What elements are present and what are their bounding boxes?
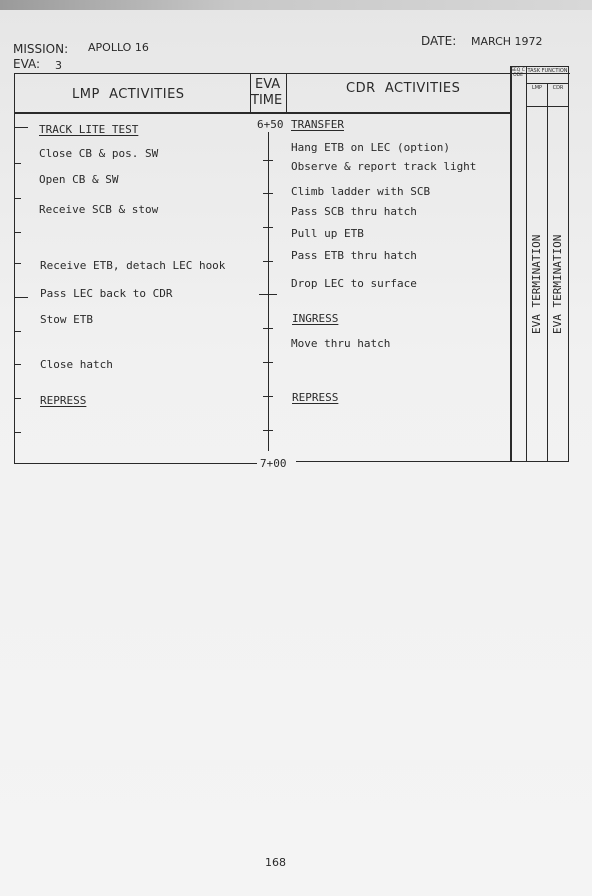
lmp-activity: Open CB & SW — [39, 173, 119, 186]
seq-code-header: SEQ CODE — [511, 68, 525, 78]
lmp-task-function-label: EVA TERMINATION — [530, 234, 543, 334]
task-lmp-header: LMP — [531, 85, 543, 91]
time-start: 6+50 — [257, 118, 284, 131]
lmp-tick — [14, 198, 21, 199]
lmp-activity: Receive ETB, detach LEC hook — [40, 259, 226, 272]
cdr-section-transfer: TRANSFER — [291, 118, 344, 131]
lmp-tick — [14, 232, 21, 233]
eva-time-header-line1: EVA — [255, 77, 281, 92]
time-tick — [263, 430, 273, 431]
lmp-tick — [14, 432, 21, 433]
table-left-border — [14, 73, 15, 464]
time-tick — [263, 261, 273, 262]
lmp-activity: Receive SCB & stow — [39, 203, 159, 216]
lmp-tick — [14, 297, 28, 298]
time-tick — [263, 396, 273, 397]
time-tick-major — [259, 294, 277, 295]
lmp-tick — [14, 163, 21, 164]
mission-value: APOLLO 16 — [88, 41, 149, 54]
cdr-activity: Pass ETB thru hatch — [291, 249, 417, 262]
header-bottom-border — [14, 112, 510, 114]
cdr-activity: Observe & report track light — [291, 160, 477, 173]
task-header-top-border — [510, 66, 568, 67]
time-axis — [268, 132, 269, 451]
time-end: 7+00 — [260, 457, 287, 470]
table-top-border — [14, 73, 570, 74]
cdr-activity: Drop LEC to surface — [291, 277, 417, 290]
lmp-activity: Close hatch — [40, 358, 113, 371]
task-function-divider — [526, 83, 568, 84]
cdr-activity: Hang ETB on LEC (option) — [291, 141, 450, 154]
lmp-activities-header: LMP ACTIVITIES — [72, 87, 185, 102]
lmp-task-col-left-border — [526, 67, 527, 462]
lmp-activity: Close CB & pos. SW — [39, 147, 159, 160]
mission-label: MISSION: — [13, 42, 69, 56]
date-label: DATE: — [421, 34, 457, 48]
eva-label: EVA: — [13, 57, 41, 71]
eva-time-header-line2: TIME — [251, 93, 283, 108]
lmp-activity: Stow ETB — [40, 313, 93, 326]
cdr-activities-header: CDR ACTIVITIES — [346, 81, 461, 96]
table-right-border — [568, 66, 569, 462]
lmp-section-repress: REPRESS — [40, 394, 87, 407]
task-function-header: TASK FUNCTION — [527, 68, 568, 74]
cdr-section-ingress: INGRESS — [292, 312, 339, 325]
eva-value: 3 — [55, 59, 62, 72]
time-tick — [263, 193, 273, 194]
date-value: MARCH 1972 — [471, 35, 543, 48]
lmp-tick — [14, 331, 21, 332]
cdr-activity: Climb ladder with SCB — [291, 185, 431, 198]
time-tick — [263, 328, 273, 329]
time-tick — [263, 362, 273, 363]
lmp-tick — [14, 364, 21, 365]
top-edge-shadow — [0, 0, 592, 10]
task-cdr-header: CDR — [552, 85, 564, 91]
seq-col-left-border — [510, 67, 512, 462]
table-bottom-border-left — [14, 463, 257, 464]
cdr-task-function-label: EVA TERMINATION — [551, 234, 564, 334]
time-tick — [263, 227, 273, 228]
lmp-tick — [14, 263, 21, 264]
cdr-task-col-left-border — [547, 84, 548, 462]
eva-col-right-border — [286, 73, 287, 113]
cdr-section-repress: REPRESS — [292, 391, 339, 404]
lmp-section-track-lite-test: TRACK LITE TEST — [39, 123, 139, 136]
cdr-activity: Pass SCB thru hatch — [291, 205, 417, 218]
lmp-tick — [14, 127, 28, 128]
page-number: 168 — [265, 856, 286, 869]
lmp-activity: Pass LEC back to CDR — [40, 287, 173, 300]
task-subheader-divider — [526, 106, 568, 107]
lmp-tick — [14, 398, 21, 399]
cdr-activity: Move thru hatch — [291, 337, 391, 350]
time-tick — [263, 160, 273, 161]
table-bottom-border-right — [296, 461, 569, 462]
cdr-activity: Pull up ETB — [291, 227, 364, 240]
